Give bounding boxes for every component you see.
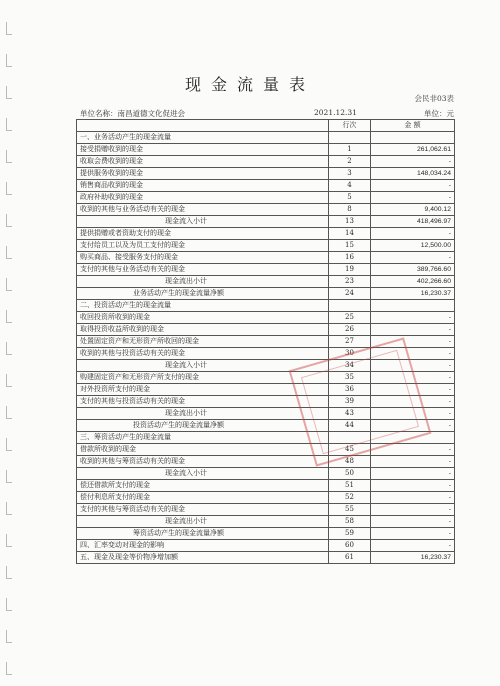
row-label: 取得投资收益所收到的现金: [77, 324, 329, 336]
binding-mark: [6, 630, 12, 643]
binding-mark: [6, 118, 12, 131]
row-amount: 16,230.37: [371, 288, 455, 300]
binding-mark: [6, 406, 12, 419]
row-label: 收取会费收到的现金: [77, 156, 329, 168]
binding-mark: [6, 246, 12, 259]
row-line-no: [329, 300, 371, 312]
row-line-no: 3: [329, 168, 371, 180]
row-line-no: 34: [329, 360, 371, 372]
row-amount: -: [371, 384, 455, 396]
row-amount: -: [371, 360, 455, 372]
row-amount: 148,034.24: [371, 168, 455, 180]
binding-mark: [6, 54, 12, 67]
row-label: 现金流入小计: [77, 216, 329, 228]
row-amount: 402,266.60: [371, 276, 455, 288]
row-label: 接受捐赠收到的现金: [77, 144, 329, 156]
binding-mark: [6, 566, 12, 579]
header-info: [76, 108, 454, 119]
row-line-no: 55: [329, 504, 371, 516]
table-row: [77, 288, 455, 300]
binding-mark: [6, 22, 12, 35]
row-line-no: 35: [329, 372, 371, 384]
row-line-no: 39: [329, 396, 371, 408]
header-line-no: 行次: [329, 120, 371, 132]
row-line-no: 24: [329, 288, 371, 300]
table-row: [77, 264, 455, 276]
row-amount: -: [371, 516, 455, 528]
binding-mark: [6, 598, 12, 611]
row-label: 购买商品、接受服务支付的现金: [77, 252, 329, 264]
row-amount: 418,496.97: [371, 216, 455, 228]
row-line-no: 44: [329, 420, 371, 432]
binding-mark: [6, 150, 12, 163]
row-label: 借款所收到的现金: [77, 444, 329, 456]
row-line-no: 8: [329, 204, 371, 216]
binding-mark: [6, 502, 12, 515]
row-amount: -: [371, 372, 455, 384]
row-line-no: 51: [329, 480, 371, 492]
table-row: [77, 348, 455, 360]
table-row: [77, 144, 455, 156]
binding-mark: [6, 534, 12, 547]
table-header-row: [77, 120, 455, 132]
row-amount: -: [371, 228, 455, 240]
row-label: 提供捐赠或者资助支付的现金: [77, 228, 329, 240]
row-label: 购建固定资产和无形资产所支付的现金: [77, 372, 329, 384]
table-row: [77, 384, 455, 396]
row-amount: -: [371, 444, 455, 456]
row-amount: -: [371, 348, 455, 360]
table-row: [77, 456, 455, 468]
row-line-no: 36: [329, 384, 371, 396]
row-label: 三、筹资活动产生的现金流量: [77, 432, 329, 444]
table-row: [77, 336, 455, 348]
binding-mark: [6, 182, 12, 195]
table-row: [77, 468, 455, 480]
row-line-no: 13: [329, 216, 371, 228]
binding-mark: [6, 342, 12, 355]
row-label: 偿付利息所支付的现金: [77, 492, 329, 504]
row-line-no: [329, 432, 371, 444]
org-name: 单位名称：南昌道德文化促进会: [80, 109, 185, 118]
row-label: 收到的其他与业务活动有关的现金: [77, 204, 329, 216]
form-code: 会民非03表: [414, 94, 454, 103]
binding-mark: [6, 214, 12, 227]
row-line-no: 16: [329, 252, 371, 264]
binding-mark: [6, 470, 12, 483]
row-label: 支付给员工以及为员工支付的现金: [77, 240, 329, 252]
currency-unit: 单位：元: [424, 109, 454, 118]
table-row: [77, 132, 455, 144]
row-label: 五、现金及现金等价物净增加额: [77, 552, 329, 564]
row-line-no: 23: [329, 276, 371, 288]
row-amount: -: [371, 528, 455, 540]
row-line-no: 43: [329, 408, 371, 420]
row-label: 投资活动产生的现金流量净额: [77, 420, 329, 432]
table-row: [77, 216, 455, 228]
row-label: 二、投资活动产生的现金流量: [77, 300, 329, 312]
table-row: [77, 552, 455, 564]
table-row: [77, 444, 455, 456]
row-line-no: 15: [329, 240, 371, 252]
row-label: 现金流出小计: [77, 516, 329, 528]
row-label: 现金流出小计: [77, 276, 329, 288]
binding-mark: [6, 374, 12, 387]
row-label: 四、汇率变动对现金的影响: [77, 540, 329, 552]
table-row: [77, 396, 455, 408]
row-line-no: 45: [329, 444, 371, 456]
report-date: 2021.12.31: [314, 108, 357, 117]
table-row: [77, 300, 455, 312]
row-line-no: 5: [329, 192, 371, 204]
row-amount: 9,400.12: [371, 204, 455, 216]
table-row: [77, 168, 455, 180]
cash-flow-table: [76, 119, 455, 564]
row-line-no: 58: [329, 516, 371, 528]
table-row: [77, 240, 455, 252]
row-line-no: 1: [329, 144, 371, 156]
row-label: 现金流出小计: [77, 408, 329, 420]
row-amount: -: [371, 252, 455, 264]
page-title: 现金流量表: [184, 75, 315, 94]
row-label: 支付的其他与业务活动有关的现金: [77, 264, 329, 276]
row-line-no: 19: [329, 264, 371, 276]
header-amount: 金 额: [371, 120, 455, 132]
row-line-no: 2: [329, 156, 371, 168]
binding-mark: [6, 278, 12, 291]
row-amount: -: [371, 192, 455, 204]
row-amount: -: [371, 504, 455, 516]
row-label: 筹资活动产生的现金流量净额: [77, 528, 329, 540]
row-amount: -: [371, 492, 455, 504]
row-amount: -: [371, 396, 455, 408]
row-amount: 12,500.00: [371, 240, 455, 252]
table-row: [77, 252, 455, 264]
row-line-no: 14: [329, 228, 371, 240]
row-label: 业务活动产生的现金流量净额: [77, 288, 329, 300]
table-row: [77, 228, 455, 240]
row-amount: -: [371, 420, 455, 432]
row-amount: -: [371, 336, 455, 348]
row-amount: -: [371, 408, 455, 420]
table-row: [77, 312, 455, 324]
table-row: [77, 204, 455, 216]
binding-mark: [6, 662, 12, 675]
row-label: 收回投资所收到的现金: [77, 312, 329, 324]
table-row: [77, 528, 455, 540]
row-line-no: 50: [329, 468, 371, 480]
table-row: [77, 156, 455, 168]
table-row: [77, 276, 455, 288]
row-line-no: 27: [329, 336, 371, 348]
row-amount: 389,766.60: [371, 264, 455, 276]
table-row: [77, 360, 455, 372]
row-label: 现金流入小计: [77, 468, 329, 480]
row-line-no: 61: [329, 552, 371, 564]
row-line-no: 4: [329, 180, 371, 192]
row-label: 支付的其他与投资活动有关的现金: [77, 396, 329, 408]
row-label: 支付的其他与筹资活动有关的现金: [77, 504, 329, 516]
row-label: 收到的其他与筹资活动有关的现金: [77, 456, 329, 468]
row-line-no: [329, 132, 371, 144]
row-amount: -: [371, 456, 455, 468]
row-label: 收到的其他与投资活动有关的现金: [77, 348, 329, 360]
row-amount: -: [371, 156, 455, 168]
table-row: [77, 324, 455, 336]
table-row: [77, 432, 455, 444]
row-line-no: 25: [329, 312, 371, 324]
binding-mark: [6, 310, 12, 323]
table-row: [77, 372, 455, 384]
table-row: [77, 516, 455, 528]
row-line-no: 48: [329, 456, 371, 468]
table-row: [77, 504, 455, 516]
table-row: [77, 540, 455, 552]
row-amount: -: [371, 324, 455, 336]
row-label: 提供服务收到的现金: [77, 168, 329, 180]
row-amount: -: [371, 312, 455, 324]
row-amount: [371, 432, 455, 444]
row-amount: [371, 132, 455, 144]
row-amount: 16,230.37: [371, 552, 455, 564]
row-label: 处置固定资产和无形资产所收回的现金: [77, 336, 329, 348]
binding-mark: [6, 438, 12, 451]
table-row: [77, 480, 455, 492]
row-line-no: 60: [329, 540, 371, 552]
table-row: [77, 492, 455, 504]
table-row: [77, 420, 455, 432]
table-row: [77, 180, 455, 192]
row-amount: 261,062.61: [371, 144, 455, 156]
table-row: [77, 408, 455, 420]
row-label: 销售商品收到的现金: [77, 180, 329, 192]
row-amount: -: [371, 480, 455, 492]
row-line-no: 52: [329, 492, 371, 504]
binding-holes: [2, 0, 14, 686]
row-amount: -: [371, 468, 455, 480]
row-label: 一、业务活动产生的现金流量: [77, 132, 329, 144]
row-amount: -: [371, 540, 455, 552]
row-label: 对外投资所支付的现金: [77, 384, 329, 396]
row-line-no: 26: [329, 324, 371, 336]
row-label: 政府补助收到的现金: [77, 192, 329, 204]
row-line-no: 30: [329, 348, 371, 360]
header-item: [77, 120, 329, 132]
row-label: 偿还借款所支付的现金: [77, 480, 329, 492]
row-label: 现金流入小计: [77, 360, 329, 372]
row-amount: -: [371, 180, 455, 192]
row-amount: [371, 300, 455, 312]
table-row: [77, 192, 455, 204]
row-line-no: 59: [329, 528, 371, 540]
